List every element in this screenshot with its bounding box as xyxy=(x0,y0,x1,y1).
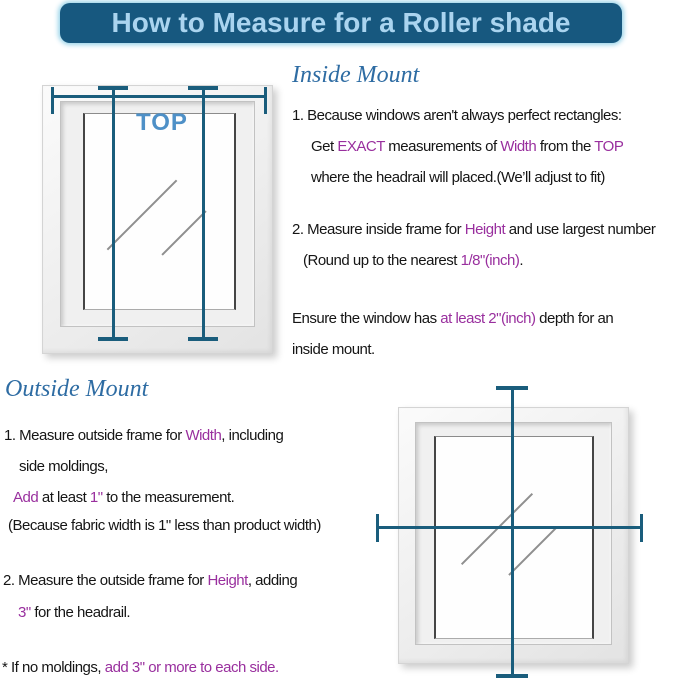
instruction-line xyxy=(292,214,655,245)
instruction-line xyxy=(4,420,283,451)
outside-mount-footnote xyxy=(2,652,279,683)
outside-mount-fabric-note xyxy=(8,510,321,541)
text-segment: depth for an xyxy=(535,310,614,327)
top-label: TOP xyxy=(136,109,188,136)
text-segment: * If no moldings, xyxy=(2,659,105,676)
measurement-tick xyxy=(376,514,379,542)
measurement-cap xyxy=(98,86,128,90)
measurement-cap xyxy=(496,674,528,678)
highlight-text: Add xyxy=(13,489,39,506)
instruction-line xyxy=(2,652,279,683)
text-segment: (Because fabric width is 1" less than product width) xyxy=(8,517,321,534)
text-segment: measurements of xyxy=(384,138,501,155)
highlight-text: 1/8"(inch) xyxy=(460,252,520,269)
measurement-tick xyxy=(640,514,643,542)
instruction-line xyxy=(292,100,623,131)
measurement-cap xyxy=(496,386,528,390)
highlight-text: TOP xyxy=(594,138,624,155)
highlight-text: Width xyxy=(185,427,222,444)
width-measurement-line xyxy=(51,95,267,98)
page-title: How to Measure for a Roller shade xyxy=(111,7,571,38)
text-segment: at least xyxy=(38,489,90,506)
text-segment: , including xyxy=(221,427,284,444)
text-segment: from the xyxy=(536,138,595,155)
instruction-line xyxy=(311,162,623,193)
text-segment: Get xyxy=(311,138,338,155)
inside-mount-step-2 xyxy=(292,214,655,276)
title-banner xyxy=(60,3,622,43)
text-segment: inside mount. xyxy=(292,341,375,358)
instruction-line xyxy=(311,131,623,162)
height-measurement-line xyxy=(511,388,514,678)
glass-reflection-line xyxy=(508,526,557,575)
measurement-cap xyxy=(98,337,128,341)
instruction-line xyxy=(3,565,297,597)
measurement-tick xyxy=(264,87,267,114)
instruction-line xyxy=(18,597,297,629)
instruction-line xyxy=(8,510,321,541)
measurement-cap xyxy=(188,337,218,341)
text-segment: for the headrail. xyxy=(30,604,131,621)
highlight-text: EXACT xyxy=(337,138,385,155)
instruction-line xyxy=(292,334,613,365)
text-segment: to the measurement. xyxy=(102,489,235,506)
inside-mount-depth-note xyxy=(292,303,613,365)
instruction-line xyxy=(19,451,283,482)
highlight-text: Height xyxy=(464,221,506,238)
text-segment: Ensure the window has xyxy=(292,310,441,327)
highlight-text: 3" xyxy=(18,604,31,621)
text-segment: where the headrail will placed.(We’ll adjust to fit) xyxy=(311,169,605,186)
highlight-text: 1" xyxy=(89,489,103,506)
text-segment: 2. Measure the outside frame for xyxy=(3,572,208,589)
highlight-text: Height xyxy=(207,572,248,589)
height-measurement-line xyxy=(112,88,115,340)
inside-mount-step-1 xyxy=(292,100,623,193)
text-segment: and use largest number xyxy=(505,221,656,238)
outside-mount-heading: Outside Mount xyxy=(5,376,149,402)
highlight-text: add 3" or more to each side. xyxy=(104,659,279,676)
instruction-line xyxy=(13,482,283,513)
outside-mount-step-2 xyxy=(3,565,297,629)
text-segment: 1. Measure outside frame for xyxy=(4,427,186,444)
text-segment: . xyxy=(519,252,523,269)
measurement-tick xyxy=(51,87,54,114)
text-segment: (Round up to the nearest xyxy=(303,252,461,269)
highlight-text: at least 2"(inch) xyxy=(440,310,536,327)
instruction-line xyxy=(303,245,655,276)
text-segment: 2. Measure inside frame for xyxy=(292,221,465,238)
height-measurement-line xyxy=(202,88,205,340)
measurement-cap xyxy=(188,86,218,90)
glass-reflection-line xyxy=(161,210,206,255)
text-segment: 1. Because windows aren't always perfect rectangles: xyxy=(292,107,622,124)
glass-reflection-line xyxy=(107,180,178,251)
glass-reflection-line xyxy=(461,493,533,565)
window-glass xyxy=(434,436,594,639)
outside-mount-step-1 xyxy=(4,420,283,513)
highlight-text: Width xyxy=(500,138,537,155)
inside-mount-heading: Inside Mount xyxy=(292,62,420,88)
instruction-line xyxy=(292,303,613,334)
text-segment: , adding xyxy=(247,572,298,589)
text-segment: side moldings, xyxy=(19,458,108,475)
width-measurement-line xyxy=(378,526,643,529)
window-glass xyxy=(83,113,236,310)
